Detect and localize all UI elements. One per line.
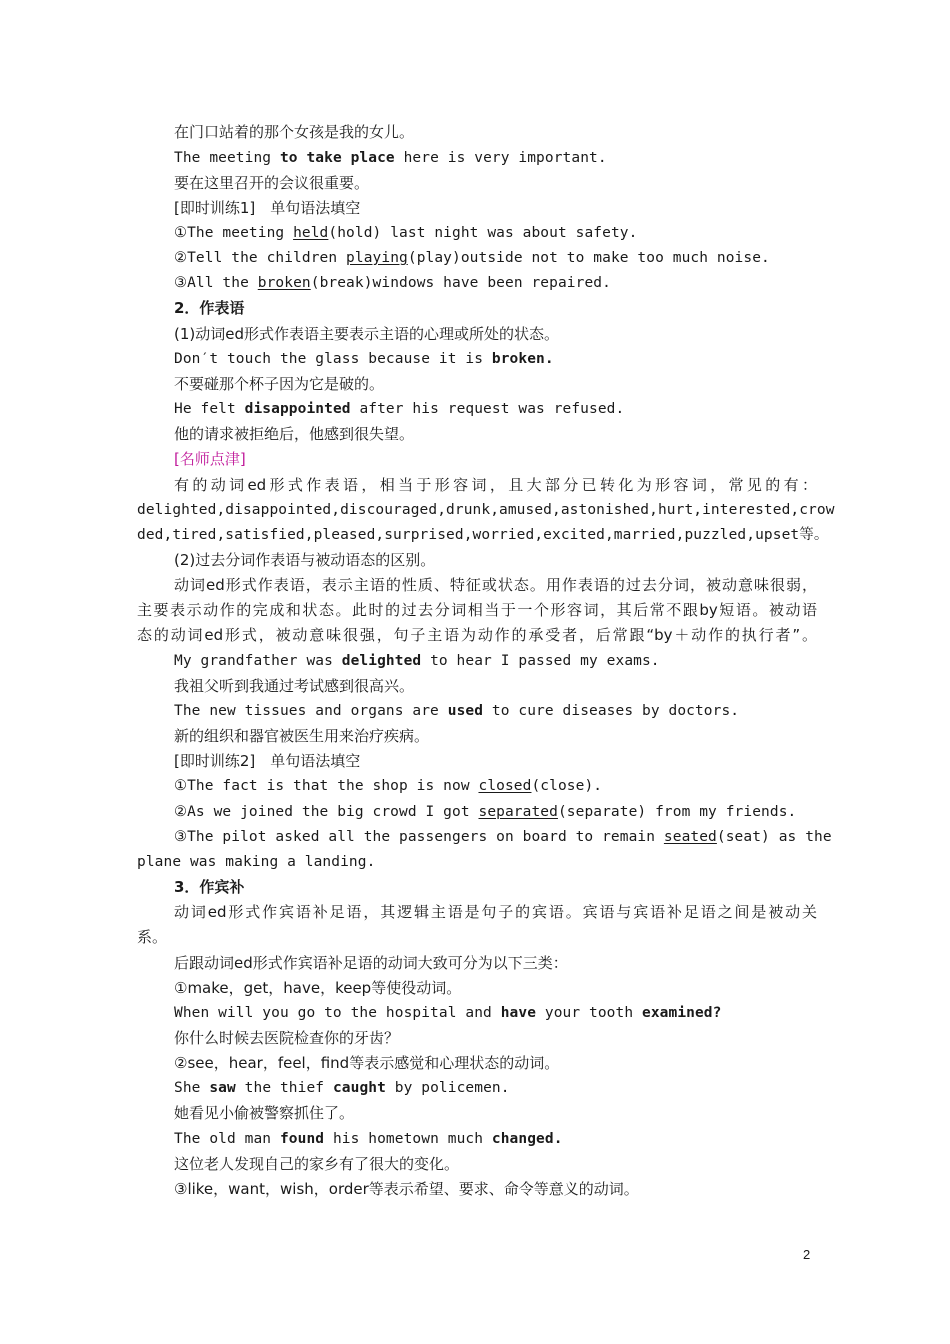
exercise-item: ①The fact is that the shop is now closed(close).	[174, 778, 603, 794]
example-sentence: The new tissues and organs are used to cure diseases by doctors.	[174, 703, 740, 719]
example-sentence: My grandfather was delighted to hear I passed my exams.	[174, 653, 660, 669]
text-line: (1)动词ed形式作表语主要表示主语的心理或所处的状态。	[174, 325, 560, 343]
text-line: (2)过去分词作表语与被动语态的区别。	[174, 551, 436, 569]
example-sentence: The meeting to take place here is very important.	[174, 150, 607, 166]
exercise-item: ②Tell the children playing(play)outside not to make too much noise.	[174, 250, 770, 266]
exercise-item: ①The meeting held(hold) last night was about safety.	[174, 225, 638, 241]
exercise-item: ②As we joined the big crowd I got separated(separate) from my friends.	[174, 804, 797, 820]
text-line: delighted,disappointed,discouraged,drunk,amused,astonished,hurt,interested,crow	[137, 502, 835, 518]
example-sentence: Don′t touch the glass because it is broken.	[174, 351, 554, 367]
text-line: 后跟动词ed形式作宾语补足语的动词大致可分为以下三类：	[174, 954, 568, 972]
teacher-tip-label: [名师点津]	[174, 450, 246, 468]
example-sentence: When will you go to the hospital and have your tooth examined?	[174, 1005, 722, 1021]
text-line: 在门口站着的那个女孩是我的女儿。	[174, 123, 415, 141]
exercise-item: ③The pilot asked all the passengers on board to remain seated(seat) as the	[174, 829, 832, 845]
section-heading: 2．作表语	[174, 299, 245, 317]
text-line: 系。	[137, 928, 168, 946]
text-line: 主要表示动作的完成和状态。此时的过去分词相当于一个形容词，其后常不跟by短语。被动语	[137, 601, 817, 619]
text-line: 动词ed形式作表语，表示主语的性质、特征或状态。用作表语的过去分词，被动意味很弱，	[174, 576, 817, 594]
text-line: ③like，want，wish，order等表示希望、要求、命令等意义的动词。	[174, 1180, 639, 1198]
exercise-item-continued: plane was making a landing.	[137, 854, 376, 870]
page-number: 2	[803, 1247, 811, 1262]
text-line: 有的动词ed形式作表语，相当于形容词，且大部分已转化为形容词，常见的有：	[174, 476, 817, 494]
translation-line: 她看见小偷被警察抓住了。	[174, 1104, 355, 1122]
translation-line: 这位老人发现自己的家乡有了很大的变化。	[174, 1155, 460, 1173]
example-sentence: He felt disappointed after his request was refused.	[174, 401, 625, 417]
exercise-item: ③All the broken(break)windows have been repaired.	[174, 275, 611, 291]
text-line: ded,tired,satisfied,pleased,surprised,worried,excited,married,puzzled,upset等。	[137, 527, 829, 543]
text-line: 动词ed形式作宾语补足语，其逻辑主语是句子的宾语。宾语与宾语补足语之间是被动关	[174, 903, 817, 921]
text-line: ②see，hear，feel，find等表示感觉和心理状态的动词。	[174, 1054, 560, 1072]
translation-line: 不要碰那个杯子因为它是破的。	[174, 375, 385, 393]
exercise-heading: [即时训练1] 单句语法填空	[174, 199, 361, 217]
translation-line: 新的组织和器官被医生用来治疗疾病。	[174, 727, 430, 745]
text-line: 态的动词ed形式，被动意味很强，句子主语为动作的承受者，后常跟“by＋动作的执行者”。	[137, 626, 817, 644]
exercise-heading: [即时训练2] 单句语法填空	[174, 752, 361, 770]
translation-line: 他的请求被拒绝后，他感到很失望。	[174, 425, 415, 443]
section-heading: 3．作宾补	[174, 878, 245, 896]
translation-line: 我祖父听到我通过考试感到很高兴。	[174, 677, 415, 695]
example-sentence: The old man found his hometown much changed.	[174, 1131, 563, 1147]
text-line: ①make，get，have，keep等使役动词。	[174, 979, 462, 997]
translation-line: 要在这里召开的会议很重要。	[174, 174, 370, 192]
example-sentence: She saw the thief caught by policemen.	[174, 1080, 510, 1096]
translation-line: 你什么时候去医院检查你的牙齿？	[174, 1029, 400, 1047]
